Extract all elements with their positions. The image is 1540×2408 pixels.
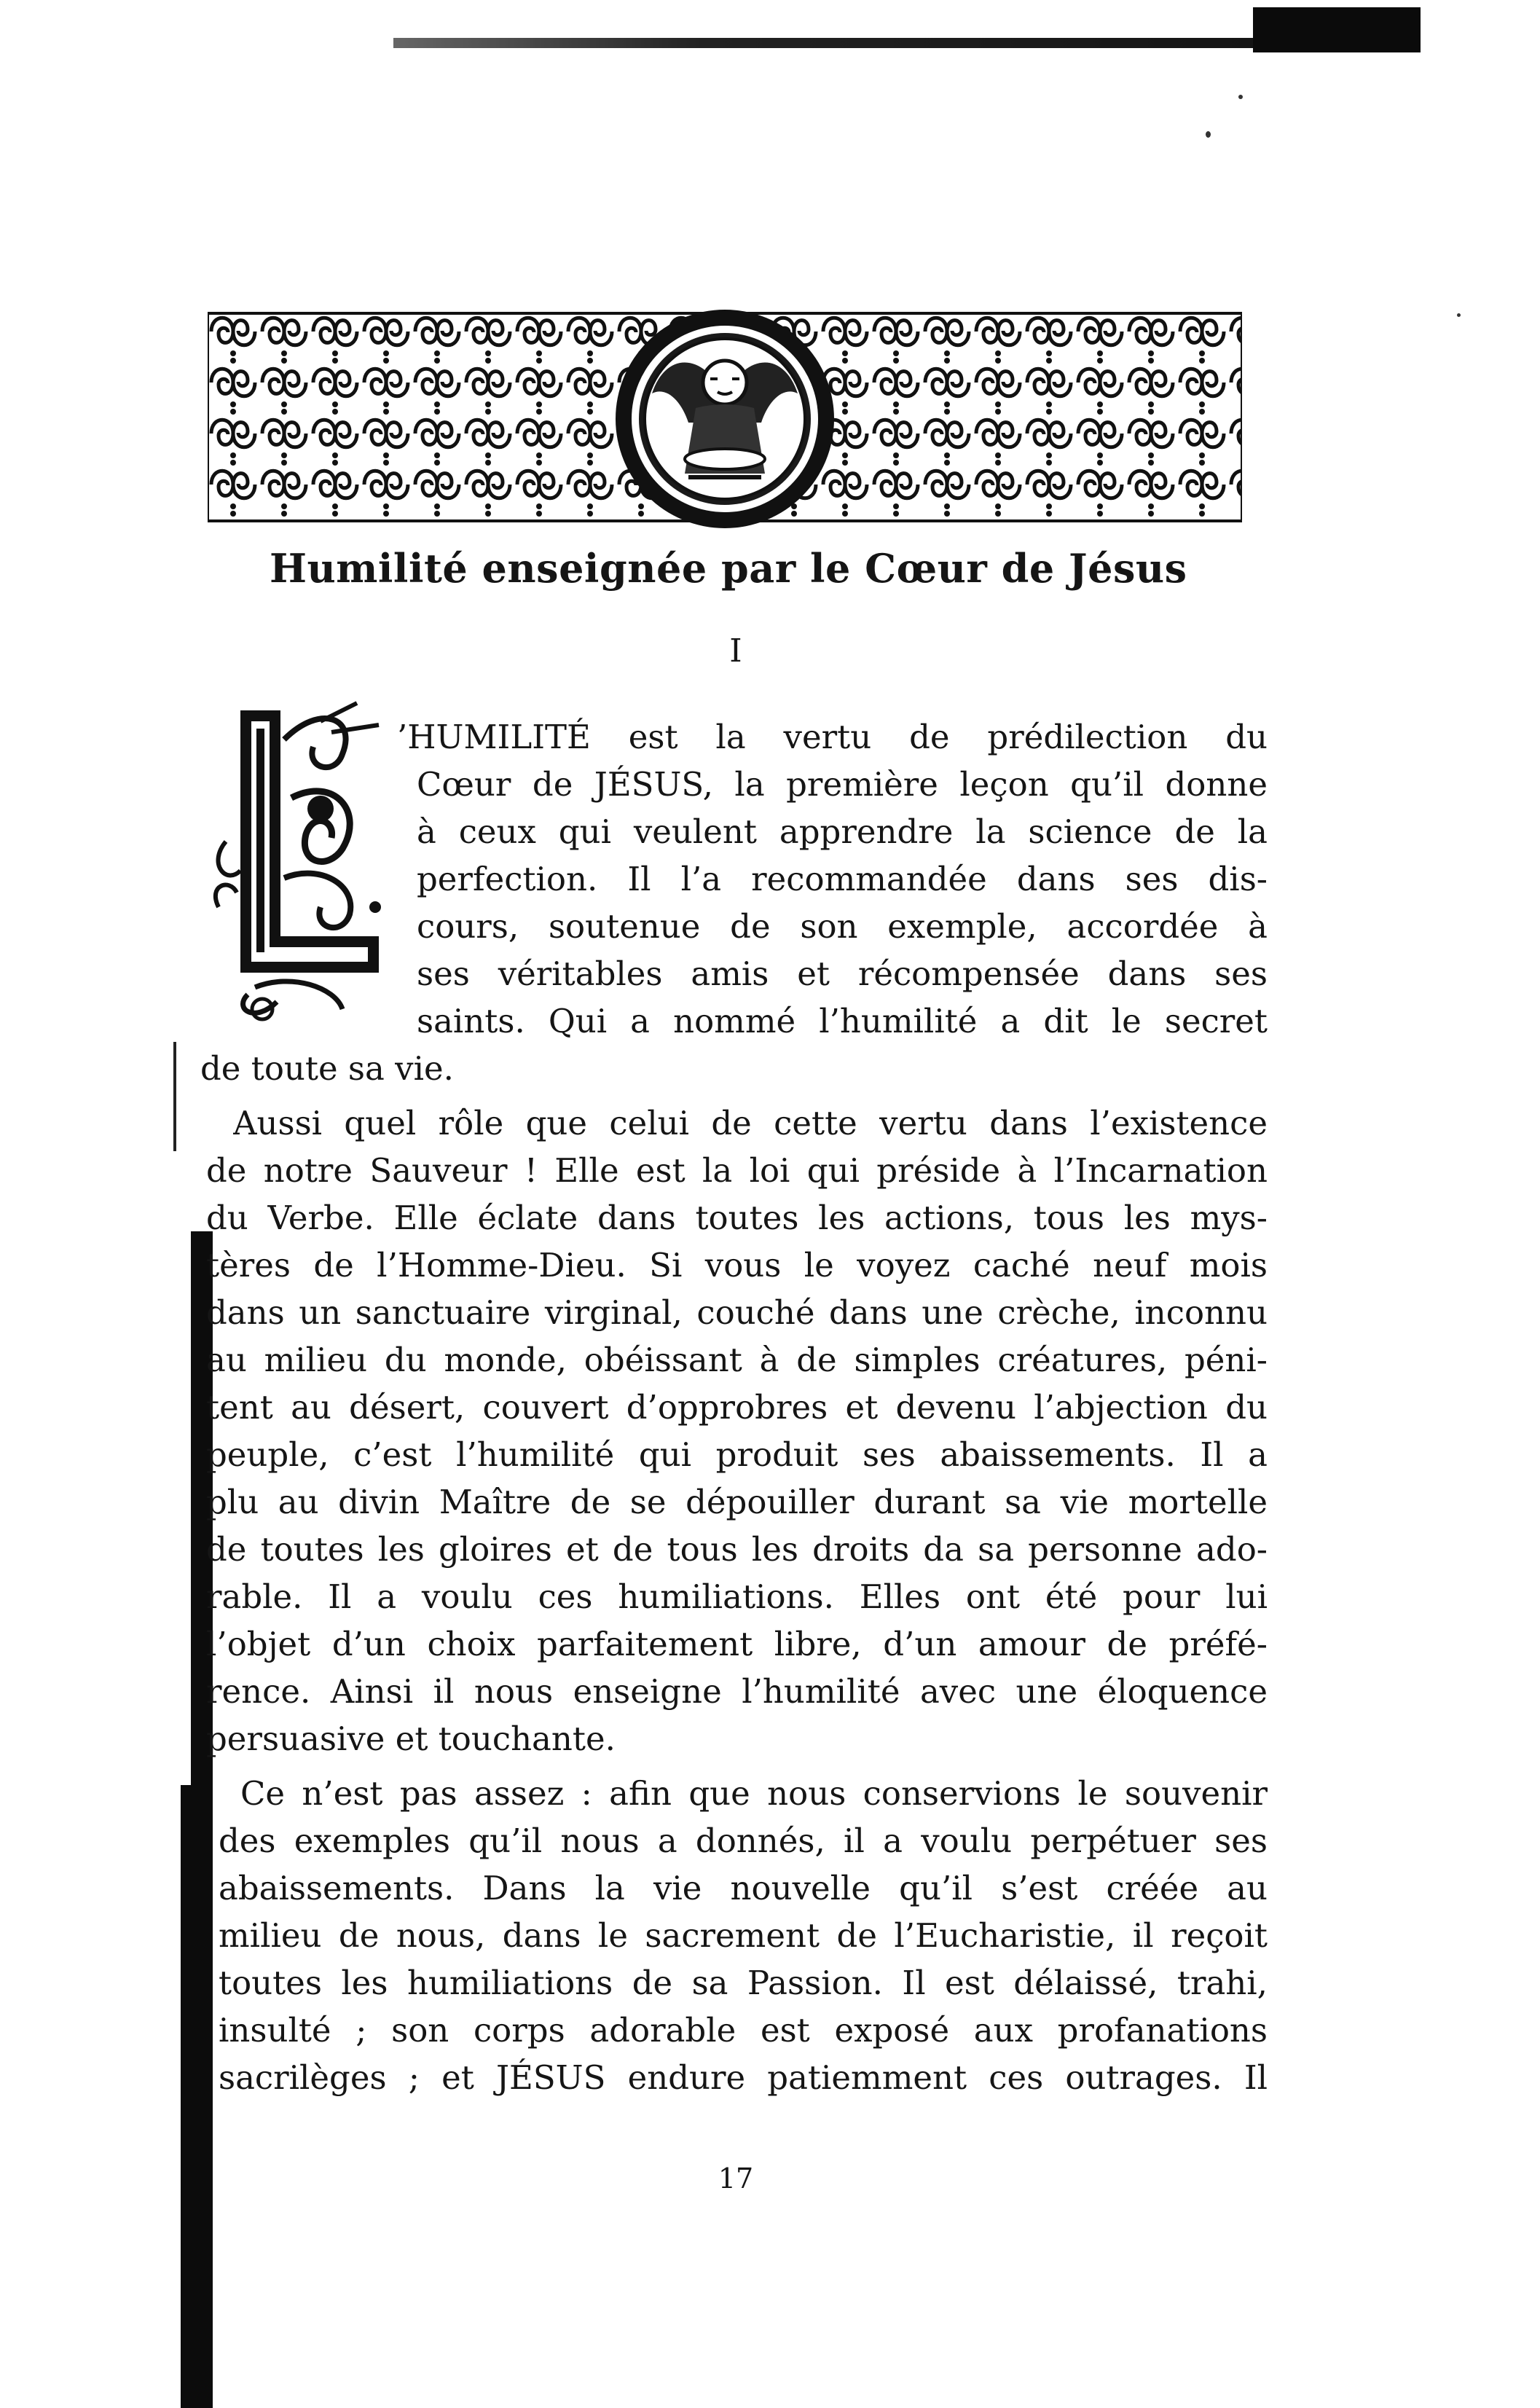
text-line: persuasive et touchante. (206, 1719, 616, 1758)
text-line: rence. Ainsi il nous enseigne l’humilité avec une éloquence (206, 1672, 1268, 1711)
dust-speck (1457, 313, 1461, 317)
text-line: au milieu du monde, obéissant à de simples créatures, péni- (206, 1341, 1268, 1379)
text-line: l’objet d’un choix parfaitement libre, d’un amour de préfé- (206, 1625, 1268, 1663)
chapter-heading: Humilité enseignée par le Cœur de Jésus (270, 545, 1187, 592)
text-line: à ceux qui veulent apprendre la science de la (417, 812, 1268, 851)
text-line: abaissements. Dans la vie nouvelle qu’il s’est créée au (219, 1869, 1268, 1907)
text-line: du Verbe. Elle éclate dans toutes les actions, tous les mys- (206, 1199, 1268, 1237)
text-line: Aussi quel rôle que celui de cette vertu dans l’existence (233, 1104, 1268, 1142)
text-line: rable. Il a voulu ces humiliations. Elles ont été pour lui (206, 1577, 1268, 1616)
text-line: insulté ; son corps adorable est exposé aux profanations (219, 2011, 1268, 2050)
text-line: Cœur de JÉSUS, la première leçon qu’il donne (417, 765, 1268, 804)
text-line: saints. Qui a nommé l’humilité a dit le secret (417, 1002, 1268, 1040)
text-line: toutes les humiliations de sa Passion. Il est délaissé, trahi, (219, 1964, 1268, 2002)
text-line: dans un sanctuaire virginal, couché dans une crèche, inconnu (206, 1293, 1268, 1332)
text-line: peuple, c’est l’humilité qui produit ses abaissements. Il a (206, 1435, 1268, 1474)
scan-edge-block (1253, 7, 1421, 52)
binding-line (173, 1042, 176, 1151)
text-line: de toutes les gloires et de tous les droits da sa personne ado- (206, 1530, 1268, 1569)
text-line: plu au divin Maître de se dépouiller durant sa vie mortelle (206, 1483, 1268, 1521)
text-line: ses véritables amis et récompensée dans ses (417, 954, 1268, 993)
text-line: des exemples qu’il nous a donnés, il a voulu perpétuer ses (219, 1821, 1268, 1860)
page-number: 17 (718, 2162, 754, 2195)
text-line: ’HUMILITÉ est la vertu de prédilection du (397, 718, 1268, 756)
text-line: tent au désert, couvert d’opprobres et devenu l’abjection du (206, 1388, 1268, 1427)
text-line: de toute sa vie. (200, 1049, 454, 1088)
text-line: tères de l’Homme-Dieu. Si vous le voyez caché neuf mois (206, 1246, 1268, 1285)
text-line: cours, soutenue de son exemple, accordée à (417, 907, 1268, 946)
binding-shadow-lower (181, 1785, 213, 2408)
text-line: sacrilèges ; et JÉSUS endure patiemment ces outrages. Il (219, 2058, 1268, 2097)
ornamental-headpiece (208, 306, 1242, 530)
text-line: Ce n’est pas assez : afin que nous conservions le souvenir (240, 1774, 1268, 1813)
section-number: I (729, 632, 742, 670)
text-line: perfection. Il l’a recommandée dans ses dis- (417, 860, 1268, 898)
dust-speck (1206, 131, 1211, 138)
decorated-drop-cap (211, 696, 408, 1038)
text-line: milieu de nous, dans le sacrement de l’Eucharistie, il reçoit (219, 1916, 1268, 1955)
text-line: de notre Sauveur ! Elle est la loi qui préside à l’Incarnation (206, 1151, 1268, 1190)
dust-speck (1238, 95, 1243, 99)
